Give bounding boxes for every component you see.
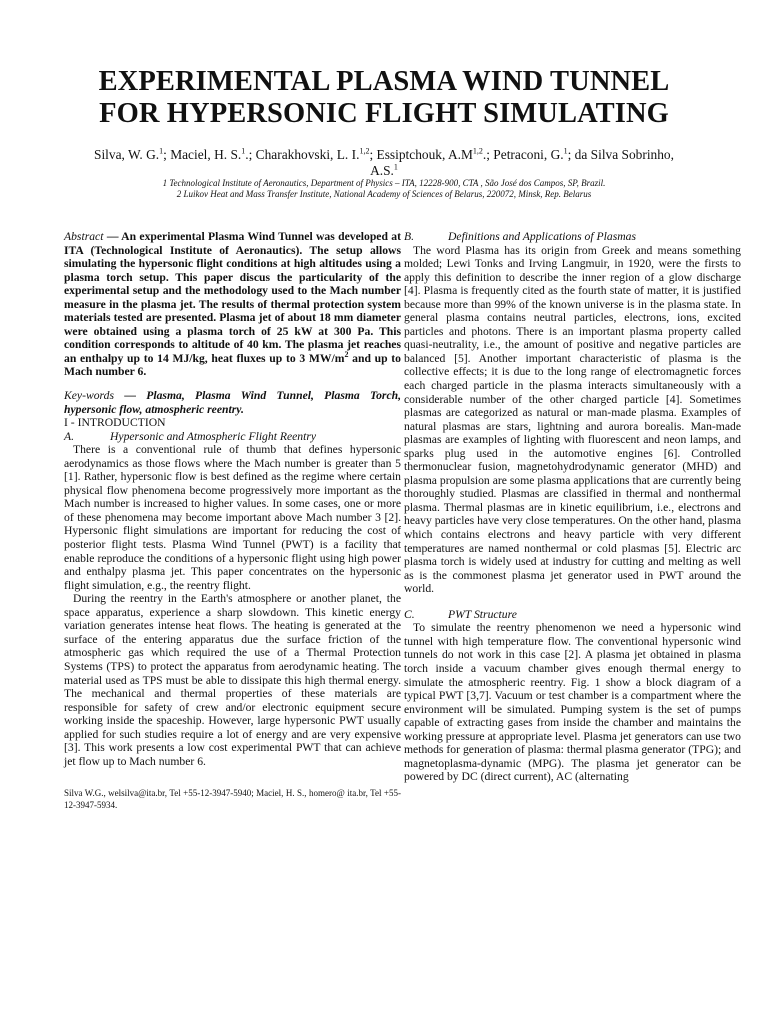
subsection-heading-b (404, 230, 741, 244)
keywords-text: Plasma, Plasma Wind Tunnel, Plasma Torch, hypersonic flow, atmospheric reentry. (64, 389, 401, 416)
abstract-text-end: and up to Mach number 6. (64, 351, 401, 379)
affiliation-2: 2 Luikov Heat and Mass Transfer Institute, National Academy of Sciences of Belarus, 220072, Minsk, Rep. Belarus (176, 188, 592, 199)
subsection-title: PWT Structure (448, 607, 517, 621)
paragraph: To simulate the reentry phenomenon we need a hypersonic wind tunnel with high temperature flow. The conventional hypersonic wind tunnels do not work in this case [2]. A plasma jet obtained in plasma torch inside a vacuum chamber gives enough thermal energy to simulate the atmospheric reentry. Fig. 1 show a block diagram of a typical PWT [3,7]. Vacuum or test chamber is a compartment where the environment will be simulated. Pumping system is the set of pumps capable of extracting gases from inside the chamber and maintains the working pressure at appropriate level. Plasma jet generators can use two methods for generation of plasma: thermal plasma generator (TPG); and magnetoplasma-dynamic (MPG). The plasma jet generator can be powered by DC (direct current), AC (alternating (404, 621, 741, 784)
abstract-superscript: 2 (344, 350, 349, 360)
keywords-label: Key-words (64, 389, 115, 403)
right-column (404, 230, 741, 784)
author-name: Charakhovski, L. I. (252, 147, 360, 162)
author-name: Essiptchouk, A.M (373, 147, 473, 162)
author-affil-mark: 1 (241, 146, 246, 156)
author-name: Petraconi, G. (489, 147, 564, 162)
author-line-1 (60, 147, 708, 163)
author-separator: ; da Silva Sobrinho, (567, 147, 674, 162)
author-affil-mark: 1,2 (359, 146, 370, 156)
author-affil-mark: 1 (159, 146, 164, 156)
author-separator: ; (369, 147, 374, 162)
author-affil-mark: 1 (393, 162, 398, 172)
affiliation-1: 1 Technological Institute of Aeronautics, Department of Physics – ITA, 12228-900, CTA , São José dos Campos, SP, Brazil. (162, 178, 606, 188)
author-name: Maciel, H. S. (166, 147, 242, 162)
keywords-dash: — (124, 389, 136, 403)
paper-title (40, 66, 728, 130)
author-separator: .; (482, 147, 490, 162)
author-affil-mark: 1 (563, 146, 568, 156)
author-separator: ; (163, 147, 167, 162)
subsection-number: A. (64, 429, 75, 443)
keywords (64, 389, 401, 416)
subsection-heading-a (64, 430, 401, 444)
title-line-1: EXPERIMENTAL PLASMA WIND TUNNEL (98, 66, 670, 97)
author-affil-mark: 1,2 (472, 146, 483, 156)
subsection-number: B. (404, 230, 415, 243)
subsection-heading-c (404, 608, 741, 622)
paragraph: There is a conventional rule of thumb that defines hypersonic aerodynamics as those flows where the Mach number is greater than 5 [1]. Rather, hypersonic flow is best defined as the regime where certain physical flow phenomena become progressively more important as the Mach number is increased to higher values. In some cases, one or more of these phenomena may become important above Mach number 3 [2]. Hypersonic flight simulations are important for reducing the cost of posterior flight tests. Plasma Wind Tunnel (PWT) is a facility that enable reproduce the conditions of a hypersonic flight using high power and enthalpy plasma jet. This paper concentrates on the hypersonic flight simulation, e.g., the reentry flight. (64, 443, 401, 592)
subsection-number: C. (404, 607, 415, 621)
left-column (64, 230, 401, 811)
author-separator: .; (245, 147, 253, 162)
author-line-2 (60, 163, 708, 179)
title-line-2: FOR HYPERSONIC FLIGHT SIMULATING (99, 98, 669, 129)
paragraph: The word Plasma has its origin from Greek and means something molded; Lewi Tonks and Irving Langmuir, in 1920, were the firsts to apply this definition to describe the inner region of a glow discharge [4]. Plasma is frequently cited as the fourth state of matter, it is justified because more than 99% of the known universe is in the plasma state. In general plasma contains neutral particles, electrons, ions, excited particles and photons. There is an important plasma property called quasi-neutrality, i.e., the amount of positive and negative particles are balanced [5]. Another important characteristic of plasma is the collective effects; it is due to the long range of electromagnetic forces each charged particle in the plasma interacts simultaneously with a considerable number of the other charged particle [4]. Sometimes plasmas are categorized as natural or man-made plasma. Examples of natural plasmas are stars, lightning and aurora borealis. Man-made plasmas are examples of lighting with fluorescent and neon lamps, and sparks plug used in the automotive engines [6]. Controlled thermonuclear fusion, magnetohydrodynamic generator (MHD) and plasma propulsion are some plasma applications that are currently being thoroughly studied. Plasmas are classified in thermal and nonthermal plasma. Thermal plasmas are in kinetic equilibrium, i.e., electrons and heavy particles have very close temperatures. On the other hand, plasma which contains electrons and heavy particle with very different temperatures are named nonthermal or cold plasmas [5]. Electric arc plasma torch is widely used at industry for cutting and melting as well as is the commonest plasma jet generator used in PWT around the world. (404, 243, 741, 596)
section-gap (404, 596, 741, 608)
abstract-dash: — (106, 230, 119, 243)
affiliations (60, 178, 708, 199)
abstract-text: An experimental Plasma Wind Tunnel was developed at ITA (Technological Institute of Aeronautics). The setup allows simulating the hypersonic flight conditions at high altitudes using a plasma torch setup. This paper discus the particularity of the experimental setup and the methodology used to the Mach number measure in the plasma jet. The results of thermal protection system materials tested are presented. Plasma jet of about 18 mm diameter were obtained using a plasma torch of 25 kW at 300 Pa. This condition corresponds to altitude of 40 km. The plasma jet reaches an enthalpy up to 14 MJ/kg, heat fluxes up to 3 MW/m (64, 230, 401, 365)
subsection-title: Definitions and Applications of Plasmas (448, 230, 636, 243)
author-name: A.S. (370, 163, 394, 178)
subsection-title: Hypersonic and Atmospheric Flight Reentry (110, 429, 317, 443)
author-footnote: Silva W.G., welsilva@ita.br, Tel +55-12-3947-5940; Maciel, H. S., homero@ ita.br, Tel +55-12-3947-5934. (64, 788, 401, 810)
author-list (60, 147, 708, 179)
abstract-label: Abstract (64, 230, 104, 243)
abstract (64, 230, 401, 379)
author-name: Silva, W. G. (94, 147, 160, 162)
paragraph: During the reentry in the Earth's atmosphere or another planet, the space apparatus, experience a sharp slowdown. This kinetic energy variation generates intense heat flows. The heating is generated at the surface of the entering apparatus due the surface friction of the atmospheric gas which required the use of a Thermal Protection Systems (TPS) to protect the apparatus from aerodynamic heating. The material used as TPS must be able to dissipate this high thermal energy. The mechanical and thermal properties of these materials are responsible for safety of crew and/or electronic equipment secure working inside the spaceship. However, large hypersonic PWT usually applied for such studies require a lot of energy and are very expensive [3]. This work presents a low cost experimental PWT that can achieve jet flow up to Mach number 6. (64, 592, 401, 768)
section-heading-introduction: I - INTRODUCTION (64, 416, 166, 430)
